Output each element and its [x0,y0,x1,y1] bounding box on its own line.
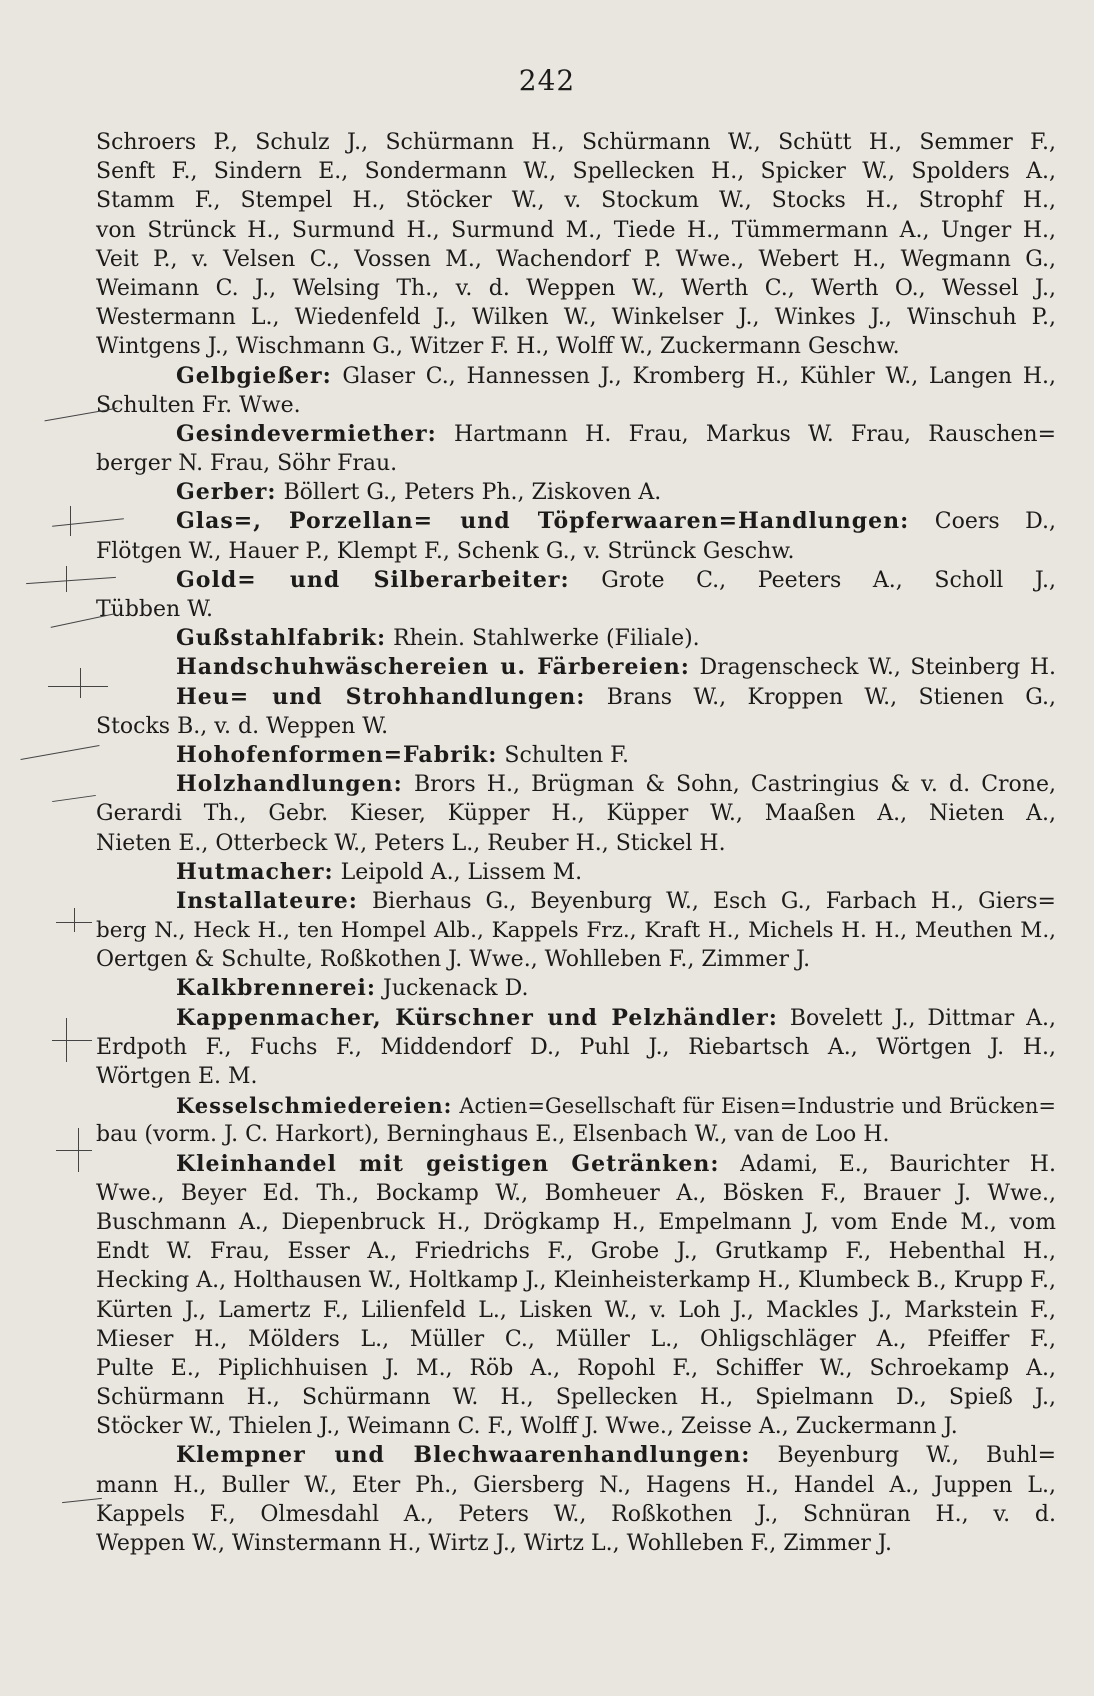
trade-heading: Hohofenformen=Fabrik: [176,741,498,768]
section-heading-line [96,770,1056,799]
entry-line [96,391,1056,420]
directory-text-block [96,128,1056,1558]
pencil-mark [70,506,71,536]
pencil-mark [56,1150,92,1151]
entry-line [96,157,1056,186]
entry-text: Flötgen W., Hauer P., Klempt F., Schenk G., v. Strünck Geschw. [96,538,795,564]
entry-line [96,1500,1056,1529]
entry-text: Senft F., Sindern E., Sondermann W., Spellecken H., Spicker W., Spolders A., [96,159,1056,185]
entry-text: Endt W. Frau, Esser A., Friedrichs F., Grobe J., Grutkamp F., Hebenthal H., [96,1239,1056,1265]
entry-text: Actien=Gesellschaft für Eisen=Industrie und Brücken= [459,1094,1056,1119]
entry-text: Schulten Fr. Wwe. [96,392,301,418]
entry-line [96,1179,1056,1208]
section-heading-line [96,624,1056,653]
trade-heading: Hutmacher: [176,858,334,885]
entry-line [96,449,1056,478]
entry-text: Nieten E., Otterbeck W., Peters L., Reuber H., Stickel H. [96,830,726,856]
entry-text: Bovelett J., Dittmar A., [789,1005,1056,1031]
entry-line [96,1208,1056,1237]
section-heading-line [96,566,1056,595]
entry-text: Grote C., Peeters A., Scholl J., [601,567,1056,593]
section-heading-line [96,858,1056,887]
section-heading-line [96,478,1056,507]
entry-line [96,1033,1056,1062]
entry-text: Veit P., v. Velsen C., Vossen M., Wachendorf P. Wwe., Webert H., Wegmann G., [96,246,1056,272]
entry-line [96,1383,1056,1412]
section-heading-line [96,1150,1056,1179]
pencil-mark [78,1128,79,1172]
entry-text: Adami, E., Baurichter H. [740,1151,1056,1177]
entry-text: Mieser H., Mölders L., Müller C., Müller L., Ohligschläger A., Pfeiffer F., [96,1326,1056,1352]
entry-text: Tübben W. [96,597,213,622]
trade-heading: Kesselschmiedereien: [176,1093,453,1119]
entry-line [96,274,1056,303]
entry-text: Stocks B., v. d. Weppen W. [96,713,389,739]
trade-heading: Kalkbrennerei: [176,975,377,1002]
entry-text: berger N. Frau, Söhr Frau. [96,451,398,477]
entry-text: Buschmann A., Diepenbruck H., Drögkamp H., Empelmann J, vom Ende M., vom [96,1209,1056,1235]
entry-text: Bierhaus G., Beyenburg W., Esch G., Farbach H., Giers= [372,888,1056,914]
entry-text: bau (vorm. J. C. Harkort), Berninghaus E., Elsenbach W., van de Loo H. [96,1122,890,1148]
entry-line [96,595,1056,624]
entry-text: Leipold A., Lissem M. [340,859,583,885]
section-heading-line [96,974,1056,1003]
entry-text: Gerardi Th., Gebr. Kieser, Küpper H., Küpper W., Maaßen A., Nieten A., [96,801,1056,827]
entry-text: Böllert G., Peters Ph., Ziskoven A. [283,480,662,506]
entry-line [96,1296,1056,1325]
entry-text: Pulte E., Piplichhuisen J. M., Röb A., Ropohl F., Schiffer W., Schroekamp A., [96,1355,1056,1381]
entry-line [96,332,1056,361]
section-heading-line [96,741,1056,770]
entry-line [96,1325,1056,1354]
entry-line [96,1354,1056,1383]
entry-line [96,1062,1056,1091]
entry-line [96,128,1056,157]
section-heading-line [96,1091,1056,1120]
entry-text: Weppen W., Winstermann H., Wirtz J., Wirtz L., Wohlleben F., Zimmer J. [96,1531,892,1556]
trade-heading: Gelbgießer: [176,362,332,389]
pencil-mark [52,795,96,802]
entry-text: von Strünck H., Surmund H., Surmund M., Tiede H., Tümmermann A., Unger H., [96,217,1056,243]
entry-text: berg N., Heck H., ten Hompel Alb., Kappels Frz., Kraft H., Michels H. H., Meuthen M., [96,918,1056,944]
entry-text: Kürten J., Lamertz F., Lilienfeld L., Lisken W., v. Loh J., Mackles J., Markstein F., [96,1297,1056,1323]
entry-line [96,1237,1056,1266]
entry-text: Dragenscheck W., Steinberg H. [699,655,1057,681]
entry-text: Brans W., Kroppen W., Stienen G., [606,684,1056,710]
section-heading-line [96,420,1056,449]
section-heading-line [96,507,1056,536]
section-heading-line [96,887,1056,916]
section-heading-line [96,653,1056,682]
pencil-mark [21,745,100,760]
trade-heading: Handschuhwäschereien u. Färbereien: [176,654,690,681]
pencil-mark [74,908,75,932]
entry-text: Kappels F., Olmesdahl A., Peters W., Roßkothen J., Schnüran H., v. d. [96,1501,1056,1527]
entry-line [96,1471,1056,1500]
trade-heading: Installateure: [176,887,358,914]
trade-heading: Gold= und Silberarbeiter: [176,566,570,593]
section-heading-line [96,1004,1056,1033]
entry-text: Hecking A., Holthausen W., Holtkamp J., Kleinheisterkamp H., Klumbeck B., Krupp F., [96,1268,1056,1294]
trade-heading: Gesindevermiether: [176,420,437,447]
trade-heading: Gußstahlfabrik: [176,625,387,652]
entry-text: Juckenack D. [383,976,529,1002]
entry-text: Oertgen & Schulte, Roßkothen J. Wwe., Wohlleben F., Zimmer J. [96,947,811,973]
entry-line [96,1120,1056,1149]
entry-text: Wörtgen E. M. [96,1064,258,1089]
entry-text: Hartmann H. Frau, Markus W. Frau, Rauschen= [454,421,1056,447]
entry-text: Glaser C., Hannessen J., Kromberg H., Kühler W., Langen H., [342,363,1056,389]
section-heading-line [96,1441,1056,1470]
entry-text: Wintgens J., Wischmann G., Witzer F. H., Wolff W., Zuckermann Geschw. [96,334,900,360]
entry-text: Stöcker W., Thielen J., Weimann C. F., Wolff J. Wwe., Zeisse A., Zuckermann J. [96,1414,958,1440]
trade-heading: Heu= und Strohhandlungen: [176,683,586,710]
entry-line [96,1412,1056,1441]
pencil-mark [66,1018,67,1062]
entry-text: Schürmann H., Schürmann W. H., Spellecken H., Spielmann D., Spieß J., [96,1385,1056,1411]
pencil-mark [48,686,108,687]
pencil-mark [52,1040,92,1041]
trade-heading: Kleinhandel mit geistigen Getränken: [176,1150,720,1177]
pencil-mark [66,566,67,592]
entry-text: Brors H., Brügman & Sohn, Castringius & v. d. Crone, [413,772,1056,798]
entry-text: Stamm F., Stempel H., Stöcker W., v. Stockum W., Stocks H., Strophf H., [96,188,1056,214]
entry-line [96,303,1056,332]
trade-heading: Klempner und Blechwaarenhandlungen: [176,1442,751,1469]
entry-text: Beyenburg W., Buhl= [777,1443,1056,1469]
entry-text: mann H., Buller W., Eter Ph., Giersberg N., Hagens H., Handel A., Juppen L., [96,1472,1056,1498]
trade-heading: Holzhandlungen: [176,771,403,798]
section-heading-line [96,683,1056,712]
entry-text: Rhein. Stahlwerke (Filiale). [393,626,700,652]
entry-text: Westermann L., Wiedenfeld J., Wilken W., Winkelser J., Winkes J., Winschuh P., [96,305,1056,331]
entry-line [96,945,1056,974]
entry-line [96,216,1056,245]
entry-line [96,829,1056,858]
section-heading-line [96,362,1056,391]
entry-line [96,1266,1056,1295]
entry-line [96,245,1056,274]
entry-line [96,916,1056,945]
page-number: 242 [518,64,576,97]
entry-text: Schroers P., Schulz J., Schürmann H., Schürmann W., Schütt H., Semmer F., [96,130,1056,155]
entry-text: Coers D., [934,509,1056,535]
entry-line [96,1529,1056,1558]
entry-text: Weimann C. J., Welsing Th., v. d. Weppen W., Werth C., Werth O., Wessel J., [96,275,1056,301]
entry-line [96,537,1056,566]
trade-heading: Gerber: [176,479,277,506]
trade-heading: Glas=, Porzellan= und Töpferwaaren=Handlungen: [176,508,910,535]
pencil-mark [80,668,81,698]
entry-line [96,712,1056,741]
entry-text: Wwe., Beyer Ed. Th., Bockamp W., Bomheuer A., Bösken F., Brauer J. Wwe., [96,1180,1056,1206]
trade-heading: Kappenmacher, Kürschner und Pelzhändler: [176,1004,778,1031]
entry-text: Schulten F. [504,742,630,768]
entry-line [96,799,1056,828]
entry-text: Erdpoth F., Fuchs F., Middendorf D., Puhl J., Riebartsch A., Wörtgen J. H., [96,1034,1056,1060]
entry-line [96,186,1056,215]
